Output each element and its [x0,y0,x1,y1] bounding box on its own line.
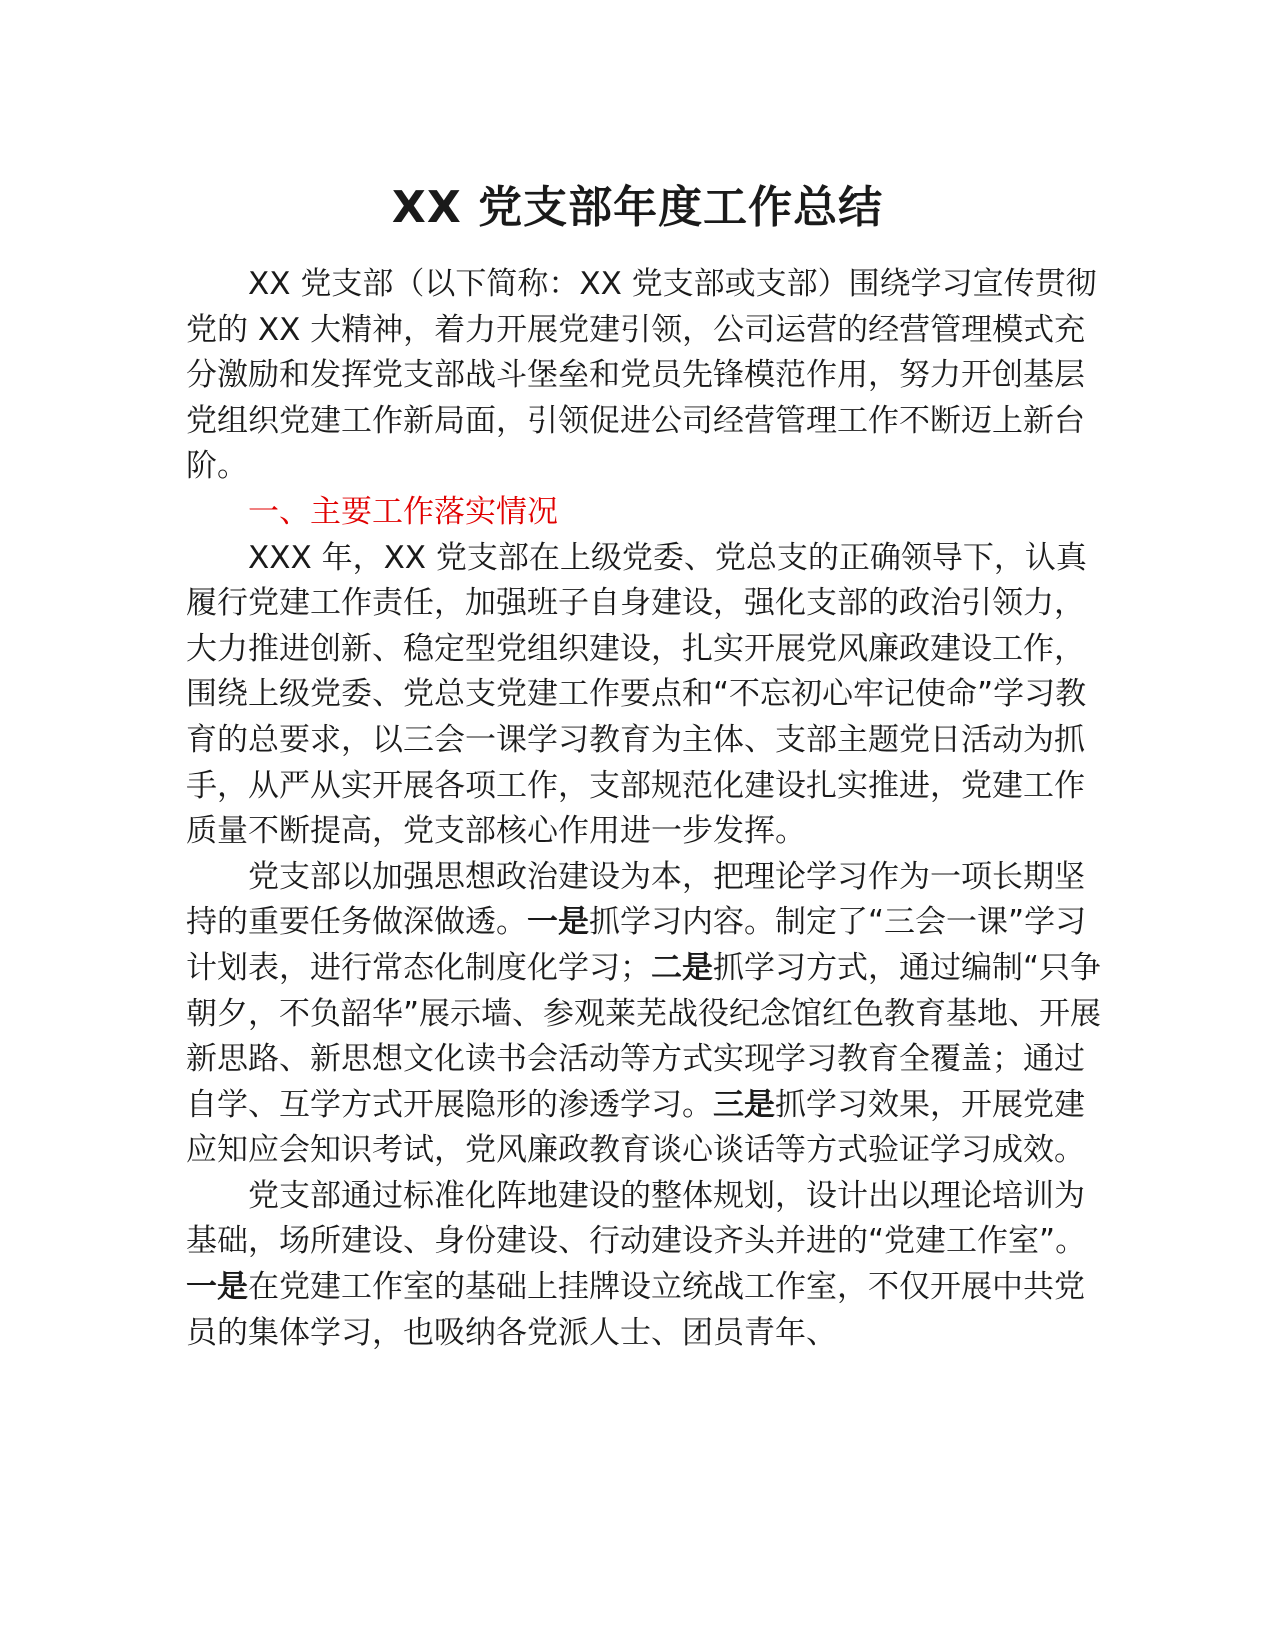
document-body [186,262,1106,1356]
workroom-text-1: 党支部通过标准化阵地建设的整体规划，设计出以理论培训为基础，场所建设、身份建设、行动建设齐头并进的“党建工作室”。 [186,1177,1087,1260]
study-bold-first: 一是 [527,904,589,941]
study-bold-second: 二是 [651,949,713,986]
section-heading-main-work: 一、主要工作落实情况 [248,493,558,530]
workroom-text-2: 在党建工作室的基础上挂牌设立统战工作室，不仅开展中共党员的集体学习，也吸纳各党派人士、团员青年、 [186,1269,1085,1351]
study-text-3: 抓学习方式，通过编制“只争朝夕，不负韶华”展示墙、参观莱芜战役纪念馆红色教育基地、开展新思路、新思想文化读书会活动等方式实现学习教育全覆盖；通过自学、互学方式开展隐形的渗透学习。 [186,949,1102,1123]
study-text-2: 抓学习内容。制定了“三会一课”学习计划表，进行常态化制度化学习； [186,904,1087,986]
overview-paragraph: XXX 年，XX 党支部在上级党委、党总支的正确领导下，认真履行党建工作责任，加强班子自身建设，强化支部的政治引领力，大力推进创新、稳定型党组织建设，扎实开展党风廉政建设工作，围绕上级党委、党总支党建工作要点和“不忘初心牢记使命”学习教育的总要求，以三会一课学习教育为主体、支部主题党日活动为抓手，从严从实开展各项工作，支部规范化建设扎实推进，党建工作质量不断提高，党支部核心作用进一步发挥。 [186,539,1087,850]
intro-paragraph: XX 党支部（以下简称：XX 党支部或支部）围绕学习宣传贯彻党的 XX 大精神，着力开展党建引领，公司运营的经营管理模式充分激励和发挥党支部战斗堡垒和党员先锋模范作用，努力开创基层党组织党建工作新局面，引领促进公司经营管理工作不断迈上新台阶。 [186,266,1097,485]
study-paragraph [186,855,1106,1174]
document-title: XX 党支部年度工作总结 [391,182,884,233]
workroom-paragraph [186,1174,1106,1356]
study-text-1: 党支部以加强思想政治建设为本，把理论学习作为一项长期坚持的重要任务做深做透。 [186,858,1085,941]
workroom-bold-first: 一是 [186,1269,248,1306]
study-text-4: 抓学习效果，开展党建应知应会知识考试，党风廉政教育谈心谈话等方式验证学习成效。 [186,1086,1085,1169]
study-bold-third: 三是 [713,1086,775,1123]
